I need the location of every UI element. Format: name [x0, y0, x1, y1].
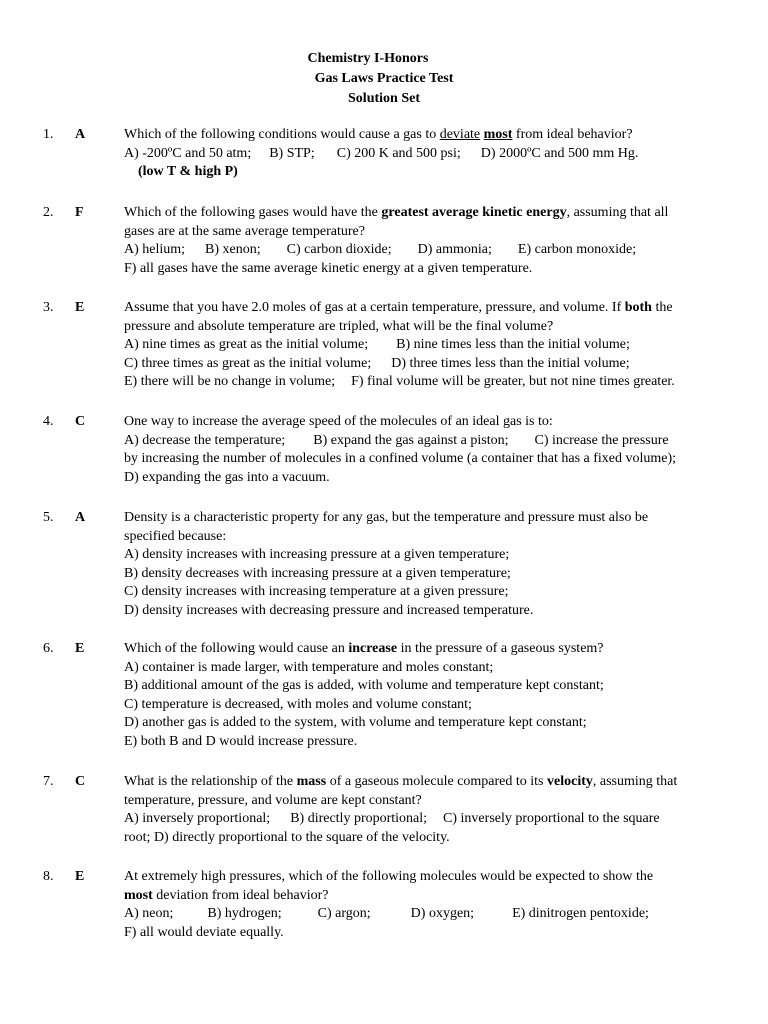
option-e: E) both B and D would increase pressure. — [124, 733, 358, 749]
options-row — [124, 336, 724, 355]
option-b: B) density decreases with increasing pressure at a given temperature; — [124, 565, 511, 581]
option-a: A) neon; — [124, 906, 174, 922]
course-title: Chemistry I-Honors — [307, 51, 429, 66]
option-c: C) 200 K and 500 psi; — [336, 145, 461, 161]
question-body — [124, 413, 724, 487]
option-d: D) expanding the gas into a vacuum. — [124, 469, 330, 485]
emphasized-phrase: greatest average kinetic energy — [381, 205, 567, 220]
option-c: C) density increases with increasing temperature at a given pressure; — [124, 584, 509, 600]
option-b: B) directly proportional; — [290, 811, 428, 827]
emphasized-word: mass — [296, 774, 327, 789]
emphasized-word: velocity — [547, 774, 593, 789]
option-d: D) density increases with decreasing pressure and increased temperature. — [124, 602, 534, 618]
question-stem: Assume that you have 2.0 moles of gas at a certain temperature, pressure, and volume. If both the — [124, 300, 673, 315]
question-body — [124, 126, 724, 182]
question-body — [124, 773, 724, 847]
option-b: B) additional amount of the gas is added, with volume and temperature kept constant; — [124, 678, 604, 694]
option-b: B) xenon; — [205, 242, 261, 258]
answer-key: A — [75, 127, 86, 142]
question-stem-continued: temperature, pressure, and volume are kept constant? — [124, 792, 422, 808]
option-b: B) STP; — [269, 145, 315, 161]
question-stem-continued: specified because: — [124, 528, 227, 544]
answer-key: A — [75, 510, 86, 525]
question-stem: What is the relationship of the mass of a gaseous molecule compared to its velocity, assuming that — [124, 774, 678, 789]
question-body — [124, 509, 724, 621]
option-d: D) oxygen; — [410, 906, 475, 922]
question-number: 5. — [43, 510, 54, 525]
options-row — [124, 810, 724, 829]
option-c: C) temperature is decreased, with moles and volume constant; — [124, 696, 472, 712]
answer-key: E — [75, 641, 85, 656]
emphasized-word: most — [124, 887, 153, 903]
option-a: A) density increases with increasing pressure at a given temperature; — [124, 547, 510, 563]
option-d: D) three times less than the initial volume; — [391, 355, 630, 371]
document-header — [0, 49, 768, 109]
option-c: C) argon; — [317, 906, 371, 922]
question-number: 6. — [43, 641, 54, 656]
emphasized-word: most — [483, 127, 513, 142]
question-body — [124, 299, 724, 392]
answer-key: C — [75, 774, 86, 789]
question-stem: Which of the following conditions would cause a gas to deviate most from ideal behavior? — [124, 127, 633, 142]
options-row — [124, 241, 724, 260]
answer-key: F — [75, 205, 84, 220]
option-d: D) ammonia; — [417, 242, 492, 258]
question-stem-continued: most deviation from ideal behavior? — [124, 887, 329, 903]
option-c: C) increase the pressure — [534, 432, 669, 448]
option-d: D) 2000ºC and 500 mm Hg. — [480, 145, 639, 161]
option-c-continued: by increasing the number of molecules in a confined volume (a container that has a fixed volume); — [124, 451, 677, 467]
option-d: D) another gas is added to the system, with volume and temperature kept constant; — [124, 715, 587, 731]
options-row — [124, 355, 724, 374]
option-c-continued: root; D) directly proportional to the square of the velocity. — [124, 829, 450, 845]
option-a: A) decrease the temperature; — [124, 432, 286, 448]
question-stem-continued: gases are at the same average temperature? — [124, 223, 365, 239]
question-stem: One way to increase the average speed of the molecules of an ideal gas is to: — [124, 414, 553, 429]
option-a: A) inversely proportional; — [124, 811, 271, 827]
question-stem: Density is a characteristic property for any gas, but the temperature and pressure must also be — [124, 510, 649, 525]
answer-key: C — [75, 414, 86, 429]
options-row — [124, 145, 724, 164]
question-body — [124, 868, 724, 942]
question-number: 4. — [43, 414, 54, 429]
option-e: E) there will be no change in volume; — [124, 374, 336, 390]
option-c: C) carbon dioxide; — [286, 242, 392, 258]
test-title: Gas Laws Practice Test — [314, 71, 454, 86]
emphasized-word: increase — [348, 641, 398, 656]
option-c: C) three times as great as the initial volume; — [124, 355, 372, 371]
option-b: B) nine times less than the initial volume; — [396, 337, 630, 353]
answer-key: E — [75, 300, 85, 315]
options-row — [124, 373, 724, 392]
option-b: B) expand the gas against a piston; — [313, 432, 509, 448]
question-number: 1. — [43, 127, 54, 142]
question-stem: Which of the following gases would have the greatest average kinetic energy, assuming that all — [124, 205, 669, 220]
option-a: A) nine times as great as the initial volume; — [124, 337, 369, 353]
question-body — [124, 204, 724, 278]
solution-set-title: Solution Set — [348, 91, 420, 106]
option-a: A) container is made larger, with temperature and moles constant; — [124, 659, 494, 675]
question-body — [124, 640, 724, 752]
option-a: A) helium; — [124, 242, 186, 258]
question-number: 2. — [43, 205, 54, 220]
emphasized-word: both — [624, 300, 652, 315]
question-number: 3. — [43, 300, 54, 315]
options-row — [124, 905, 724, 924]
option-f: F) all would deviate equally. — [124, 924, 284, 940]
question-stem-continued: pressure and absolute temperature are tripled, what will be the final volume? — [124, 318, 554, 334]
options-row — [124, 432, 724, 451]
option-b: B) hydrogen; — [207, 906, 282, 922]
option-e: E) carbon monoxide; — [517, 242, 637, 258]
question-stem: Which of the following would cause an increase in the pressure of a gaseous system? — [124, 641, 604, 656]
option-a: A) -200ºC and 50 atm; — [124, 145, 252, 161]
option-f: F) all gases have the same average kinetic energy at a given temperature. — [124, 260, 533, 276]
underlined-word: deviate — [439, 127, 481, 142]
option-f: F) final volume will be greater, but not nine times greater. — [351, 374, 675, 390]
question-number: 7. — [43, 774, 54, 789]
question-number: 8. — [43, 869, 54, 884]
answer-hint: (low T & high P) — [138, 164, 238, 180]
option-e: E) dinitrogen pentoxide; — [512, 906, 649, 922]
option-c: C) inversely proportional to the square — [443, 811, 660, 827]
question-stem: At extremely high pressures, which of the following molecules would be expected to show the — [124, 869, 654, 884]
answer-key: E — [75, 869, 85, 884]
